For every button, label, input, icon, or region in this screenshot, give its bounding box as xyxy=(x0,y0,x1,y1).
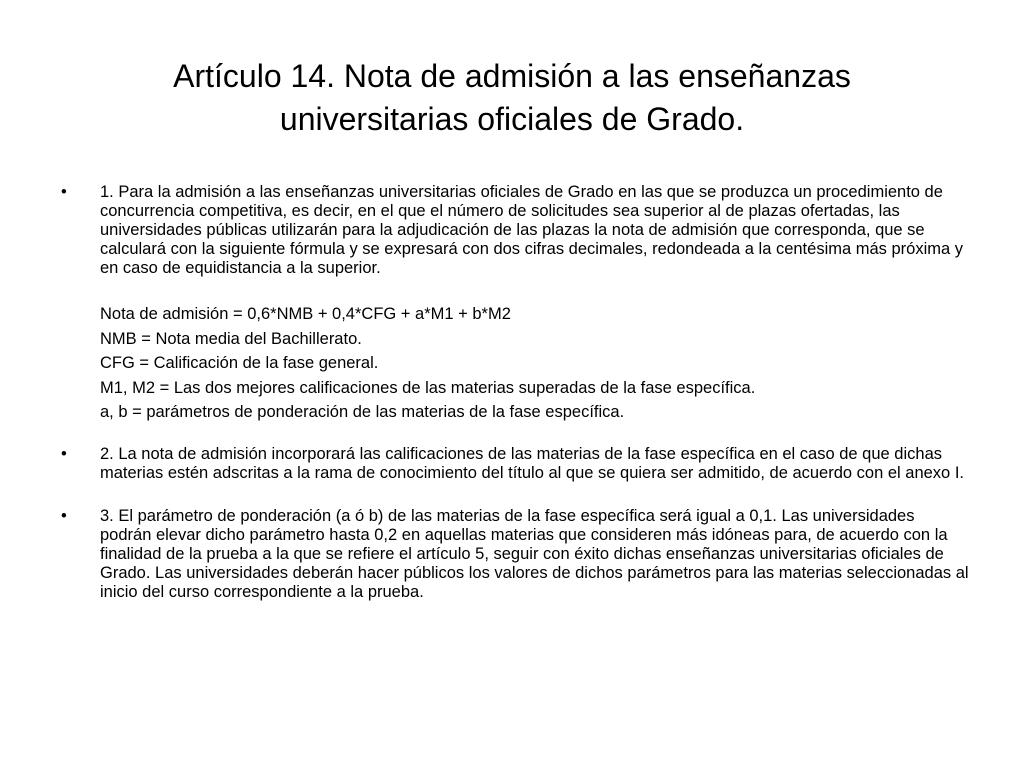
formula-a-b-definition: a, b = parámetros de ponderación de las materias de la fase específica. xyxy=(100,403,625,421)
bullet-marker: • xyxy=(61,506,67,525)
formula-nmb-definition: NMB = Nota media del Bachillerato. xyxy=(100,329,362,348)
bullet-marker: • xyxy=(61,183,67,201)
formula-m1-m2-definition: M1, M2 = Las dos mejores calificaciones de las materias superadas de la fase específica. xyxy=(100,378,756,397)
formula-cfg-definition: CFG = Calificación de la fase general. xyxy=(100,354,379,372)
bullet-item-3 xyxy=(60,507,970,602)
paragraph-1: 1. Para la admisión a las enseñanzas universitarias oficiales de Grado en las que se produzca un procedimiento de concurrencia competitiva, es decir, en el que el número de solicitudes sea superior al de plazas ofertadas, las universidades públicas utilizarán para la adjudicación de las plazas la nota de admisión que corresponda, que se calculará con la siguiente fórmula y se expresará con dos cifras decimales, redondeada a la centésima más próxima y en caso de equidistancia a la superior. xyxy=(100,183,964,277)
paragraph-3: 3. El parámetro de ponderación (a ó b) de las materias de la fase específica será igual a 0,1. Las universidades podrán elevar dicho parámetro hasta 0,2 en aquellas materias que consideren más idóneas para, de acuerdo con la finalidad de la prueba a la que se refiere el artículo 5, seguir con éxito dichas enseñanzas universitarias oficiales de Grado. Las universidades deberán hacer públicos los valores de dichos parámetros para las materias seleccionadas al inicio del curso correspondiente a la prueba. xyxy=(100,506,969,601)
slide-body xyxy=(60,183,970,602)
slide-title xyxy=(100,55,924,141)
paragraph-2: 2. La nota de admisión incorporará las calificaciones de las materias de la fase específica en el caso de que dichas materias estén adscritas a la rama de conocimiento del título al que se quiera ser admitido, de acuerdo con el anexo I. xyxy=(100,444,964,482)
bullet-item-1 xyxy=(60,183,970,278)
title-line-2: universitarias oficiales de Grado. xyxy=(279,101,745,137)
formula-equation: Nota de admisión = 0,6*NMB + 0,4*CFG + a*M1 + b*M2 xyxy=(100,305,511,323)
bullet-item-2 xyxy=(60,445,970,483)
bullet-marker: • xyxy=(61,444,67,463)
title-line-1: Artículo 14. Nota de admisión a las enseñanzas xyxy=(173,58,851,94)
formula-block xyxy=(100,302,970,425)
